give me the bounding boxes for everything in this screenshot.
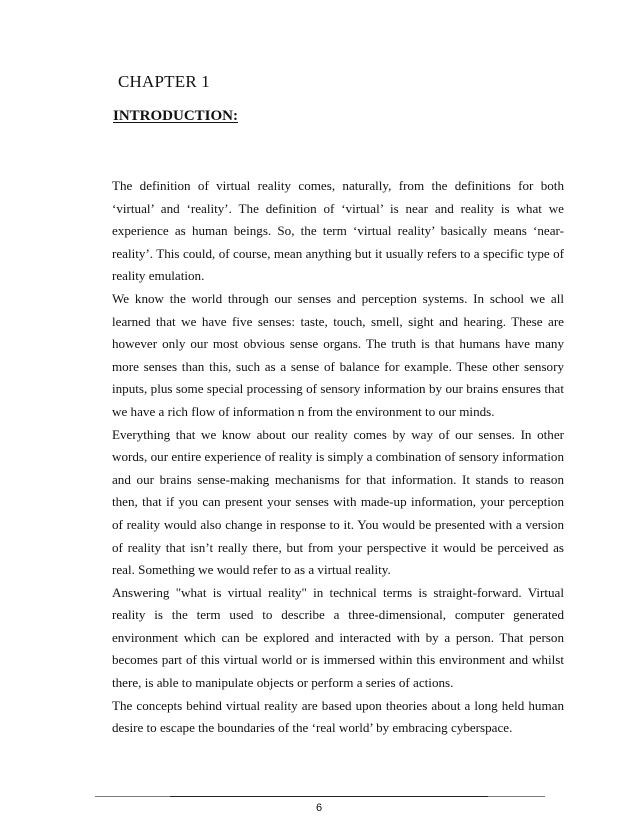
footer-rule-accent: [170, 796, 488, 797]
paragraph: Everything that we know about our reality comes by way of our senses. In other words, our entire experience of reality is simply a combination of sensory information and our brains sense-making mechanisms for that information. It stands to reason then, that if you can present your senses with made-up information, your perception of reality would also change in response to it. You would be presented with a version of reality that isn’t really there, but from your perspective it would be perceived as real. Something we would refer to as a virtual reality.: [112, 426, 564, 578]
paragraph: The definition of virtual reality comes, naturally, from the definitions for both ‘virtual’ and ‘reality’. The definition of ‘virtual’ is near and reality is what we experience as human beings. So, the term ‘virtual reality’ basically means ‘near-reality’. This could, of course, mean anything but it usually refers to a specific type of reality emulation.: [112, 178, 564, 284]
paragraph: Answering "what is virtual reality" in technical terms is straight-forward. Virtual reality is the term used to describe a three-dimensional, computer generated environment which can be explored and interacted with by a person. That person becomes part of this virtual world or is immersed within this environment and whilst there, is able to manipulate objects or perform a series of actions.: [112, 584, 564, 691]
paragraph: We know the world through our senses and perception systems. In school we all learned that we have five senses: taste, touch, smell, sight and hearing. These are however only our most obvious sense organs. The truth is that humans have many more senses than this, such as a sense of balance for example. These other sensory inputs, plus some special processing of sensory information by our brains ensures that we have a rich flow of information n from the environment to our minds.: [112, 290, 564, 419]
body-text: [112, 175, 564, 740]
chapter-title: CHAPTER 1: [118, 72, 211, 91]
page-number: 6: [315, 802, 323, 814]
paragraph: The concepts behind virtual reality are based upon theories about a long held human desire to escape the boundaries of the ‘real world’ by embracing cyberspace.: [112, 697, 564, 736]
section-heading: INTRODUCTION:: [113, 108, 239, 124]
